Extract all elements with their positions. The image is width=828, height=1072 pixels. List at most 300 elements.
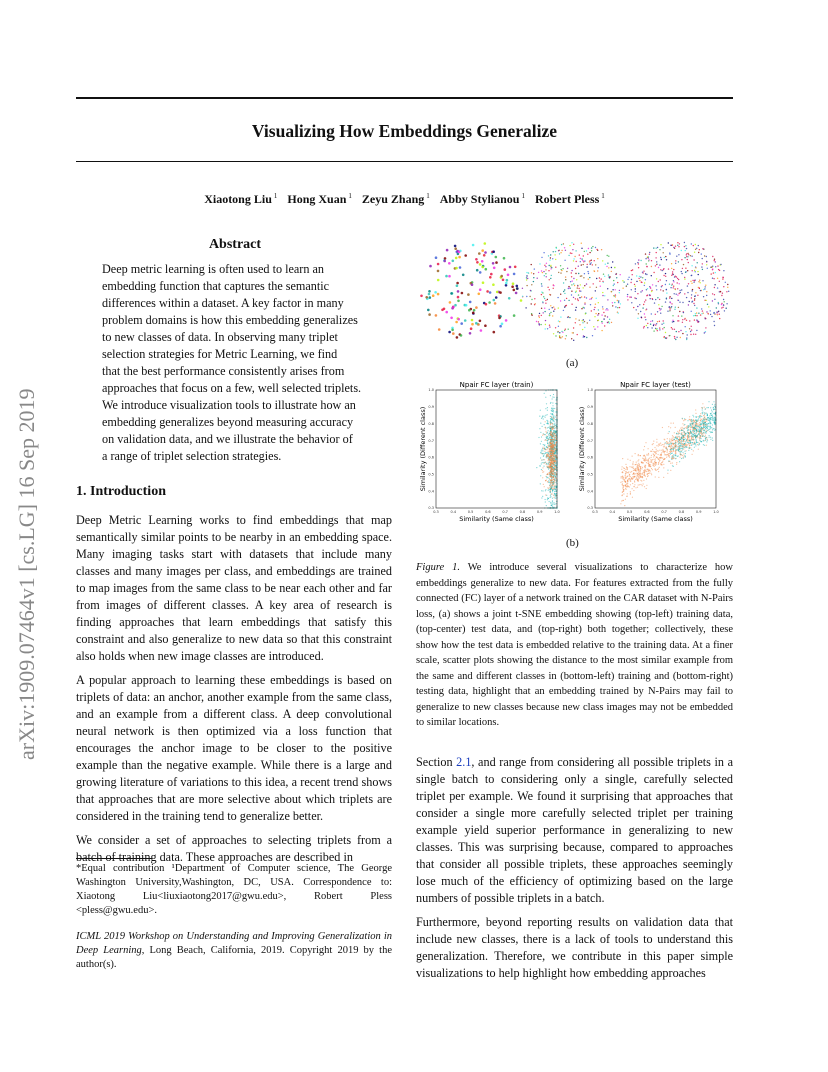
tsne-point xyxy=(677,288,678,289)
tsne-point xyxy=(702,310,703,311)
tsne-point xyxy=(708,306,709,307)
tsne-point xyxy=(600,286,601,287)
tsne-point xyxy=(545,269,546,270)
scatter-point xyxy=(633,461,634,462)
x-tick-label: 0.9 xyxy=(695,510,702,514)
scatter-point xyxy=(694,447,695,448)
scatter-point xyxy=(549,451,550,452)
scatter-point xyxy=(675,443,676,444)
scatter-point xyxy=(553,442,554,443)
scatter-point xyxy=(696,420,697,421)
scatter-point xyxy=(689,419,690,420)
tsne-point xyxy=(612,302,613,303)
scatter-point xyxy=(648,458,649,459)
tsne-point xyxy=(634,297,635,298)
scatter-point xyxy=(689,440,690,441)
scatter-point xyxy=(555,496,556,497)
x-tick-label: 0.5 xyxy=(467,510,474,514)
scatter-point xyxy=(714,404,715,405)
scatter-point xyxy=(555,449,556,450)
tsne-point xyxy=(692,289,693,290)
scatter-point xyxy=(622,483,623,484)
tsne-point xyxy=(469,301,472,304)
scatter-point xyxy=(680,441,681,442)
tsne-point xyxy=(579,254,580,255)
scatter-point xyxy=(677,431,678,432)
scatter-point xyxy=(658,477,659,478)
scatter-point xyxy=(670,452,671,453)
scatter-point xyxy=(688,432,689,433)
tsne-point xyxy=(696,330,697,331)
scatter-point xyxy=(548,464,549,465)
tsne-point xyxy=(525,307,526,308)
scatter-point xyxy=(665,442,666,443)
scatter-point xyxy=(543,447,544,448)
tsne-point xyxy=(505,319,508,322)
tsne-point xyxy=(611,271,612,272)
tsne-point xyxy=(670,245,671,246)
tsne-point xyxy=(715,266,716,267)
tsne-point xyxy=(638,278,639,279)
scatter-point xyxy=(551,429,552,430)
scatter-point xyxy=(701,441,702,442)
tsne-point xyxy=(695,295,696,296)
scatter-point xyxy=(703,426,704,427)
tsne-point xyxy=(578,288,579,289)
tsne-point xyxy=(698,313,699,314)
scatter-point xyxy=(551,476,552,477)
scatter-point xyxy=(671,453,672,454)
scatter-point xyxy=(554,421,555,422)
x-tick-label: 0.7 xyxy=(661,510,667,514)
scatter-point xyxy=(705,419,706,420)
scatter-point xyxy=(676,433,677,434)
scatter-point xyxy=(544,434,545,435)
scatter-point xyxy=(644,486,645,487)
scatter-point xyxy=(547,448,548,449)
scatter-point xyxy=(544,459,545,460)
scatter-point xyxy=(678,450,679,451)
scatter-point xyxy=(644,472,645,473)
tsne-point xyxy=(598,309,599,310)
scatter-point xyxy=(670,454,671,455)
scatter-point xyxy=(690,431,691,432)
tsne-point xyxy=(513,314,516,317)
tsne-point xyxy=(538,315,539,316)
scatter-point xyxy=(553,427,554,428)
scatter-point xyxy=(551,444,552,445)
tsne-point xyxy=(680,292,681,293)
scatter-point xyxy=(545,476,546,477)
scatter-point xyxy=(658,459,659,460)
scatter-point xyxy=(707,417,708,418)
tsne-point xyxy=(686,320,687,321)
scatter-point xyxy=(690,425,691,426)
scatter-point xyxy=(675,436,676,437)
scatter-point xyxy=(633,470,634,471)
scatter-point xyxy=(675,446,676,447)
scatter-point xyxy=(551,432,552,433)
tsne-point xyxy=(659,327,660,328)
scatter-point xyxy=(637,469,638,470)
scatter-point xyxy=(673,456,674,457)
tsne-point xyxy=(499,291,502,294)
tsne-point xyxy=(677,245,678,246)
tsne-point xyxy=(617,282,618,283)
scatter-point xyxy=(656,445,657,446)
tsne-point xyxy=(612,289,613,290)
tsne-point xyxy=(578,294,579,295)
scatter-point xyxy=(656,457,657,458)
tsne-point xyxy=(460,322,463,325)
tsne-point xyxy=(554,254,555,255)
scatter-point xyxy=(548,469,549,470)
tsne-point xyxy=(589,287,590,288)
tsne-point xyxy=(682,319,683,320)
tsne-point xyxy=(638,263,639,264)
tsne-panel-3 xyxy=(626,242,730,340)
tsne-point xyxy=(688,283,689,284)
tsne-point xyxy=(591,250,592,251)
tsne-point xyxy=(666,298,667,299)
scatter-point xyxy=(684,443,685,444)
tsne-point xyxy=(586,297,587,298)
abstract-line: embedding generalizes beyond measuring accuracy xyxy=(102,415,354,429)
tsne-point xyxy=(671,275,672,276)
tsne-point xyxy=(574,285,575,286)
tsne-point xyxy=(666,259,667,260)
scatter-point xyxy=(642,477,643,478)
venue-name: ICML 2019 Workshop on Understanding and Improving Generalization in Deep Learning xyxy=(76,931,392,956)
tsne-point xyxy=(659,308,660,309)
tsne-point xyxy=(455,267,458,270)
tsne-point xyxy=(563,243,564,244)
scatter-point xyxy=(707,423,708,424)
right-paragraph-1 xyxy=(416,754,733,907)
scatter-point xyxy=(656,439,657,440)
abstract-line: problem domains is how this embedding generalizes xyxy=(102,313,358,327)
tsne-point xyxy=(678,331,679,332)
tsne-point xyxy=(639,304,640,305)
scatter-point xyxy=(703,440,704,441)
scatter-point xyxy=(696,430,697,431)
scatter-point xyxy=(675,448,676,449)
tsne-point xyxy=(645,253,646,254)
scatter-point xyxy=(701,427,702,428)
scatter-point xyxy=(637,460,638,461)
tsne-point xyxy=(545,328,546,329)
scatter-point xyxy=(653,465,654,466)
tsne-point xyxy=(546,276,547,277)
scatter-point xyxy=(546,420,547,421)
tsne-point xyxy=(677,278,678,279)
scatter-point xyxy=(687,420,688,421)
scatter-point xyxy=(695,419,696,420)
tsne-point xyxy=(548,270,549,271)
scatter-point xyxy=(695,426,696,427)
tsne-point xyxy=(583,261,584,262)
scatter-point xyxy=(639,478,640,479)
scatter-point xyxy=(702,422,703,423)
scatter-point xyxy=(655,476,656,477)
scatter-point xyxy=(630,480,631,481)
scatter-point xyxy=(698,433,699,434)
tsne-point xyxy=(471,323,474,326)
scatter-point xyxy=(715,406,716,407)
scatter-point xyxy=(684,455,685,456)
tsne-point xyxy=(645,273,646,274)
tsne-point xyxy=(586,266,587,267)
tsne-point xyxy=(648,260,649,261)
scatter-point xyxy=(541,436,542,437)
tsne-point xyxy=(584,327,585,328)
tsne-point xyxy=(541,285,542,286)
tsne-point xyxy=(448,262,451,265)
tsne-point xyxy=(627,284,628,285)
tsne-point xyxy=(617,300,618,301)
tsne-point xyxy=(607,316,608,317)
x-tick-label: 0.8 xyxy=(519,510,526,514)
tsne-point xyxy=(555,251,556,252)
tsne-point xyxy=(549,294,550,295)
tsne-point xyxy=(543,312,544,313)
tsne-point xyxy=(671,303,672,304)
scatter-point xyxy=(622,500,623,501)
scatter-point xyxy=(701,424,702,425)
tsne-point xyxy=(706,300,707,301)
tsne-point xyxy=(428,293,431,296)
scatter-point xyxy=(683,420,684,421)
scatter-point xyxy=(550,495,551,496)
tsne-point xyxy=(559,321,560,322)
tsne-point xyxy=(484,324,487,327)
scatter-point xyxy=(676,462,677,463)
scatter-point xyxy=(648,454,649,455)
tsne-point xyxy=(656,329,657,330)
tsne-point xyxy=(670,302,671,303)
scatter-point xyxy=(626,489,627,490)
tsne-point xyxy=(533,273,534,274)
scatter-point xyxy=(625,484,626,485)
scatter-point xyxy=(700,431,701,432)
tsne-point xyxy=(691,311,692,312)
tsne-point xyxy=(545,320,546,321)
tsne-point xyxy=(629,296,630,297)
scatter-point xyxy=(551,460,552,461)
scatter-point xyxy=(627,459,628,460)
tsne-point xyxy=(608,256,609,257)
scatter-point xyxy=(554,488,555,489)
tsne-point xyxy=(458,256,461,259)
scatter-point xyxy=(553,464,554,465)
scatter-point xyxy=(645,457,646,458)
tsne-point xyxy=(580,276,581,277)
scatter-point xyxy=(644,465,645,466)
scatter-point xyxy=(541,463,542,464)
scatter-point xyxy=(710,428,711,429)
tsne-point xyxy=(562,336,563,337)
scatter-point xyxy=(667,454,668,455)
tsne-point xyxy=(714,299,715,300)
tsne-point xyxy=(553,251,554,252)
scatter-point xyxy=(682,443,683,444)
tsne-point xyxy=(689,320,690,321)
scatter-point xyxy=(674,443,675,444)
tsne-point xyxy=(504,268,507,271)
tsne-point xyxy=(560,265,561,266)
scatter-point xyxy=(623,487,624,488)
tsne-point xyxy=(678,300,679,301)
scatter-point xyxy=(670,423,671,424)
scatter-point xyxy=(552,489,553,490)
tsne-point xyxy=(694,300,695,301)
scatter-point xyxy=(553,477,554,478)
tsne-point xyxy=(584,302,585,303)
tsne-point xyxy=(618,302,619,303)
scatter-point xyxy=(541,418,542,419)
scatter-point xyxy=(679,457,680,458)
tsne-point xyxy=(663,268,664,269)
tsne-point xyxy=(676,331,677,332)
scatter-point xyxy=(698,449,699,450)
scatter-point xyxy=(623,486,624,487)
scatter-point xyxy=(554,493,555,494)
tsne-point xyxy=(688,304,689,305)
scatter-point xyxy=(706,445,707,446)
tsne-point xyxy=(486,290,489,293)
scatter-point xyxy=(555,472,556,473)
tsne-point xyxy=(592,264,593,265)
scatter-point xyxy=(667,473,668,474)
y-tick-label: 0.6 xyxy=(587,455,593,460)
tsne-point xyxy=(596,278,597,279)
tsne-point xyxy=(712,300,713,301)
scatter-point xyxy=(554,437,555,438)
scatter-point xyxy=(629,486,630,487)
scatter-point xyxy=(653,441,654,442)
tsne-point xyxy=(691,265,692,266)
tsne-point xyxy=(647,327,648,328)
para1-post: , and range from considering all possible triplets in a single batch to considering only a single, carefully selected triplet per example. We found it surprising that approaches that consider a single more carefully selected triplet per training example yield superior performance in generalizing to new classes. This was surprising because, compared to approaches that consider all possible triplets, these approaches seemingly lose much of the efficiency of optimizing based on the large numbers of possible triplets in a batch. xyxy=(416,755,733,905)
scatter-point xyxy=(550,482,551,483)
scatter-point xyxy=(544,440,545,441)
scatter-point xyxy=(706,413,707,414)
tsne-point xyxy=(429,265,432,268)
scatter-point xyxy=(666,441,667,442)
tsne-point xyxy=(454,304,457,307)
tsne-point xyxy=(676,294,677,295)
scatter-point xyxy=(555,411,556,412)
scatter-point xyxy=(672,465,673,466)
scatter-point xyxy=(622,476,623,477)
tsne-point xyxy=(639,276,640,277)
tsne-point xyxy=(676,337,677,338)
tsne-point xyxy=(544,298,545,299)
author-name: Zeyu Zhang xyxy=(361,192,425,206)
tsne-point xyxy=(697,321,698,322)
tsne-point xyxy=(644,313,645,314)
tsne-point xyxy=(599,277,600,278)
scatter-point xyxy=(539,465,540,466)
scatter-point xyxy=(680,451,681,452)
scatter-point xyxy=(550,486,551,487)
tsne-point xyxy=(522,296,523,297)
tsne-point xyxy=(561,270,562,271)
tsne-point xyxy=(656,252,657,253)
scatter-point xyxy=(545,415,546,416)
scatter-point xyxy=(637,473,638,474)
tsne-point xyxy=(477,323,480,326)
section-link[interactable]: 2.1 xyxy=(456,755,472,769)
tsne-point xyxy=(438,328,441,331)
tsne-point xyxy=(602,260,603,261)
scatter-point xyxy=(628,471,629,472)
scatter-point xyxy=(544,424,545,425)
scatter-point xyxy=(684,447,685,448)
scatter-point xyxy=(681,438,682,439)
scatter-point xyxy=(544,393,545,394)
scatter-point xyxy=(555,419,556,420)
title-top-rule xyxy=(76,97,733,99)
tsne-point xyxy=(570,281,571,282)
scatter-point xyxy=(638,459,639,460)
scatter-point xyxy=(625,481,626,482)
scatter-point xyxy=(656,442,657,443)
scatter-point xyxy=(704,445,705,446)
tsne-point xyxy=(583,277,584,278)
tsne-point xyxy=(547,287,548,288)
tsne-point xyxy=(578,300,579,301)
scatter-point xyxy=(668,453,669,454)
tsne-point xyxy=(726,308,727,309)
tsne-point xyxy=(559,335,560,336)
title-bottom-rule xyxy=(76,161,733,162)
tsne-point xyxy=(698,287,699,288)
scatter-point xyxy=(635,473,636,474)
scatter-point xyxy=(550,437,551,438)
scatter-point xyxy=(635,468,636,469)
scatter-point xyxy=(697,437,698,438)
scatter-point xyxy=(698,423,699,424)
scatter-point xyxy=(626,471,627,472)
tsne-point xyxy=(707,304,708,305)
tsne-point xyxy=(571,294,572,295)
tsne-point xyxy=(643,327,644,328)
tsne-point xyxy=(693,315,694,316)
tsne-point xyxy=(691,243,692,244)
scatter-point xyxy=(649,464,650,465)
tsne-point xyxy=(681,289,682,290)
author-affiliation-mark: 1 xyxy=(273,192,278,200)
scatter-point xyxy=(552,455,553,456)
tsne-point xyxy=(604,325,605,326)
scatter-point xyxy=(678,440,679,441)
tsne-point xyxy=(705,318,706,319)
abstract-line: on validation data, and we illustrate the behavior of xyxy=(102,432,353,446)
tsne-point xyxy=(584,285,585,286)
tsne-point xyxy=(555,267,556,268)
scatter-point xyxy=(632,497,633,498)
tsne-point xyxy=(658,304,659,305)
tsne-point xyxy=(678,254,679,255)
tsne-point xyxy=(606,308,607,309)
scatter-point xyxy=(623,489,624,490)
tsne-point xyxy=(619,290,620,291)
tsne-point xyxy=(590,304,591,305)
tsne-point xyxy=(432,294,435,297)
scatter-point xyxy=(550,497,551,498)
scatter-point xyxy=(698,426,699,427)
